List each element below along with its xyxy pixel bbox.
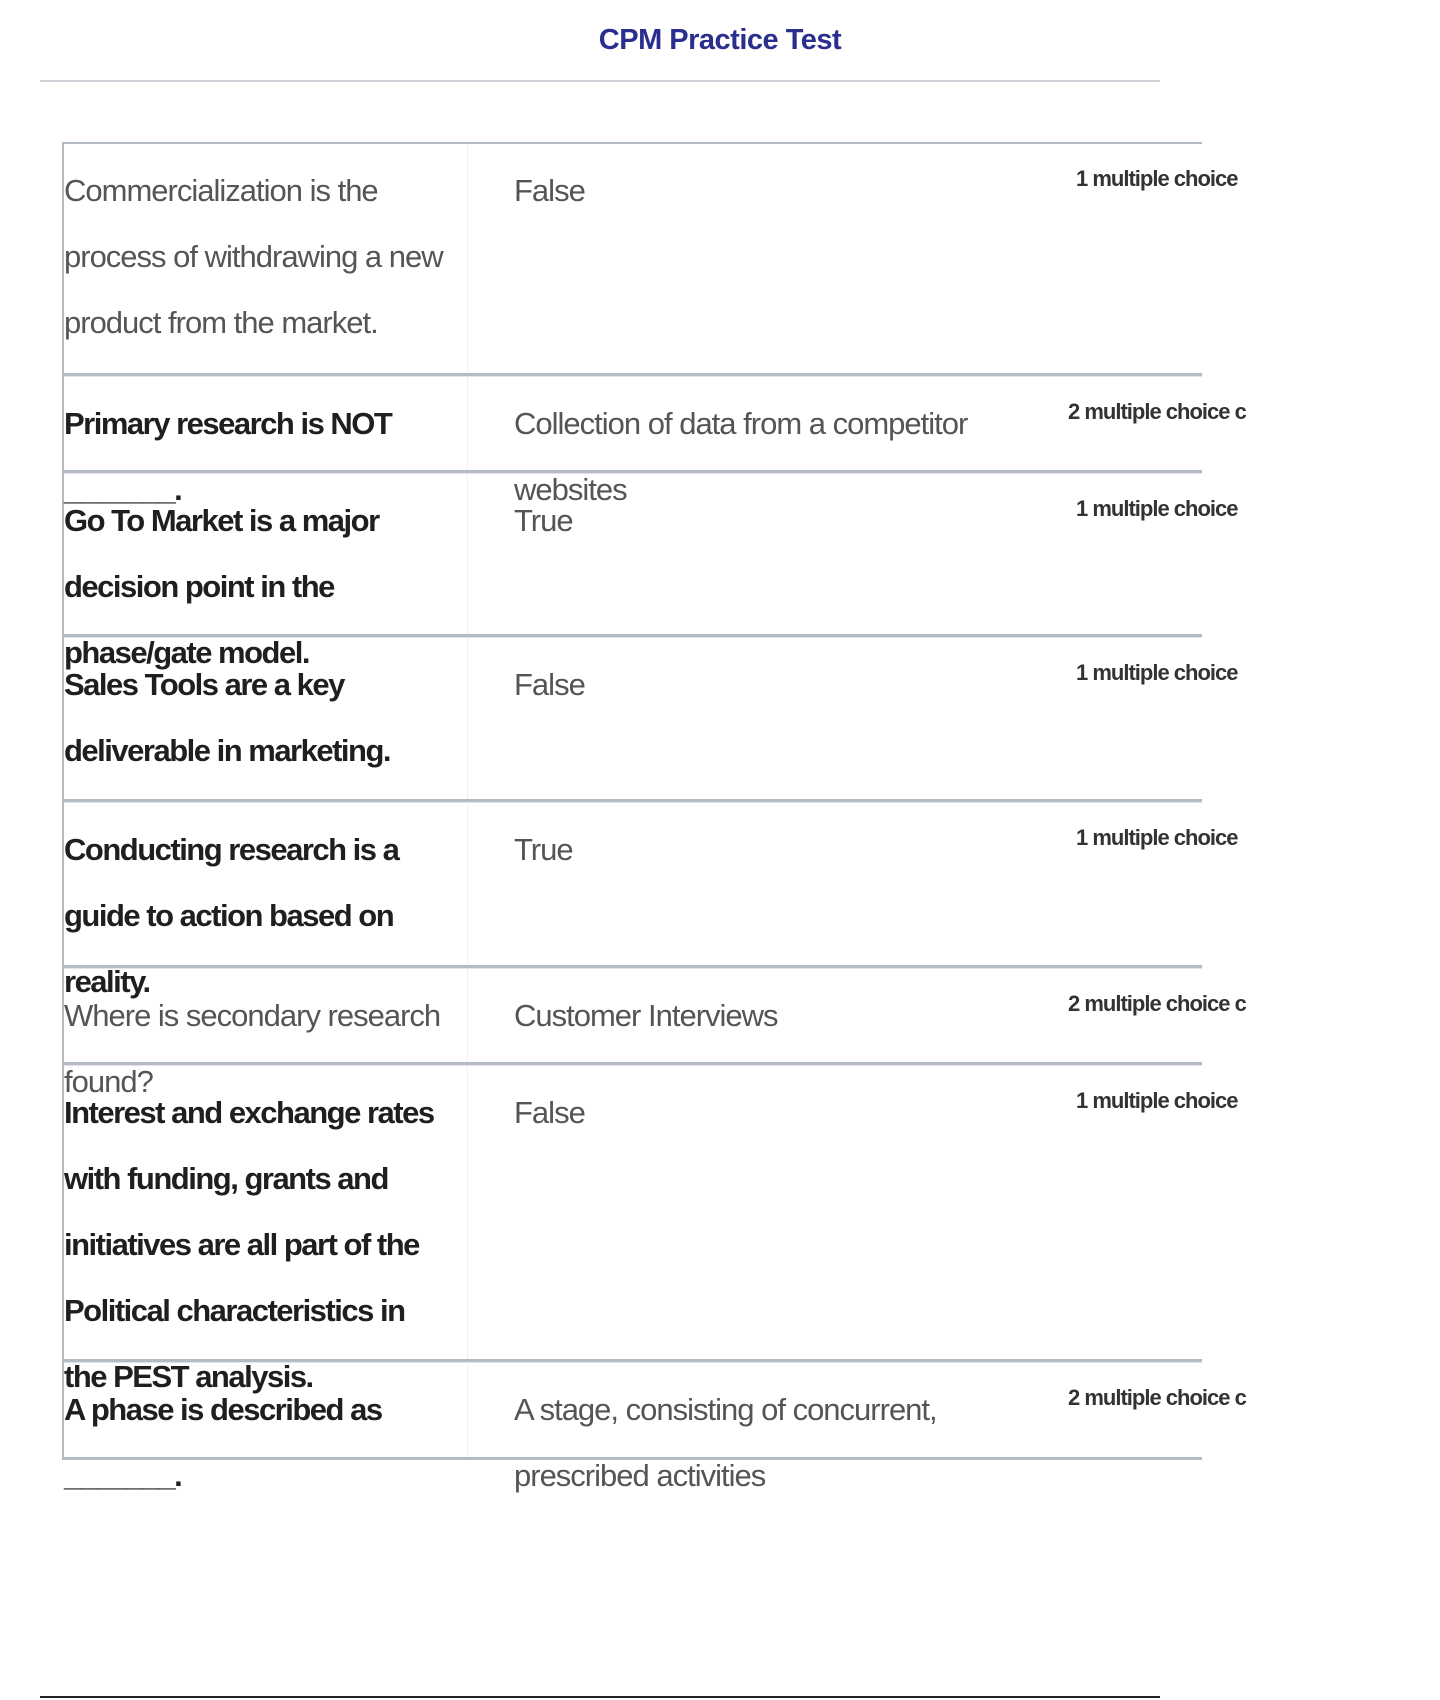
question-type: 1 multiple choice (1076, 1088, 1238, 1113)
footer-divider (40, 1696, 1160, 1698)
table-row (64, 637, 1238, 802)
table-row (64, 1065, 1238, 1394)
answer-text: Collection of data from a competitor websites (514, 406, 968, 507)
question-text: Primary research is NOT _______. (64, 377, 468, 470)
question-text: Sales Tools are a key deliverable in marketing. (64, 638, 468, 799)
question-type: 2 multiple choice c (1068, 991, 1246, 1016)
question-type: 2 multiple choice c (1068, 1385, 1246, 1410)
question-text: Where is secondary research found? (64, 969, 468, 1062)
header-divider (40, 80, 1160, 82)
question-text: Conducting research is a guide to action based on reality. (64, 803, 468, 965)
answer-text: False (514, 667, 585, 702)
table-row (64, 968, 1246, 1099)
question-text: Go To Market is a major decision point in the phase/gate model. (64, 474, 468, 634)
table-row (64, 144, 1238, 376)
answer-text: A stage, consisting of concurrent, prescribed activities (514, 1392, 937, 1493)
question-type: 1 multiple choice (1076, 825, 1238, 850)
answer-text: True (514, 832, 573, 867)
table-row (64, 1362, 1246, 1493)
answer-text: False (514, 1095, 585, 1130)
question-type: 1 multiple choice (1076, 496, 1238, 521)
table-row (64, 473, 1238, 670)
answer-text: False (514, 173, 585, 208)
question-text: Interest and exchange rates with funding, grants and initiatives are all part of the Political characteristics in the PEST analysis. (64, 1066, 468, 1359)
question-type: 1 multiple choice (1076, 166, 1238, 191)
question-text: A phase is described as _______. (64, 1363, 468, 1457)
question-type: 2 multiple choice c (1068, 399, 1246, 424)
question-text: Commercialization is the process of withdrawing a new product from the market. (64, 144, 468, 373)
question-type: 1 multiple choice (1076, 660, 1238, 685)
table-row (64, 376, 1246, 507)
page-title: CPM Practice Test (598, 24, 842, 56)
table-row (64, 802, 1238, 999)
question-table (62, 142, 1246, 1493)
answer-text: Customer Interviews (514, 998, 778, 1033)
answer-text: True (514, 503, 573, 538)
